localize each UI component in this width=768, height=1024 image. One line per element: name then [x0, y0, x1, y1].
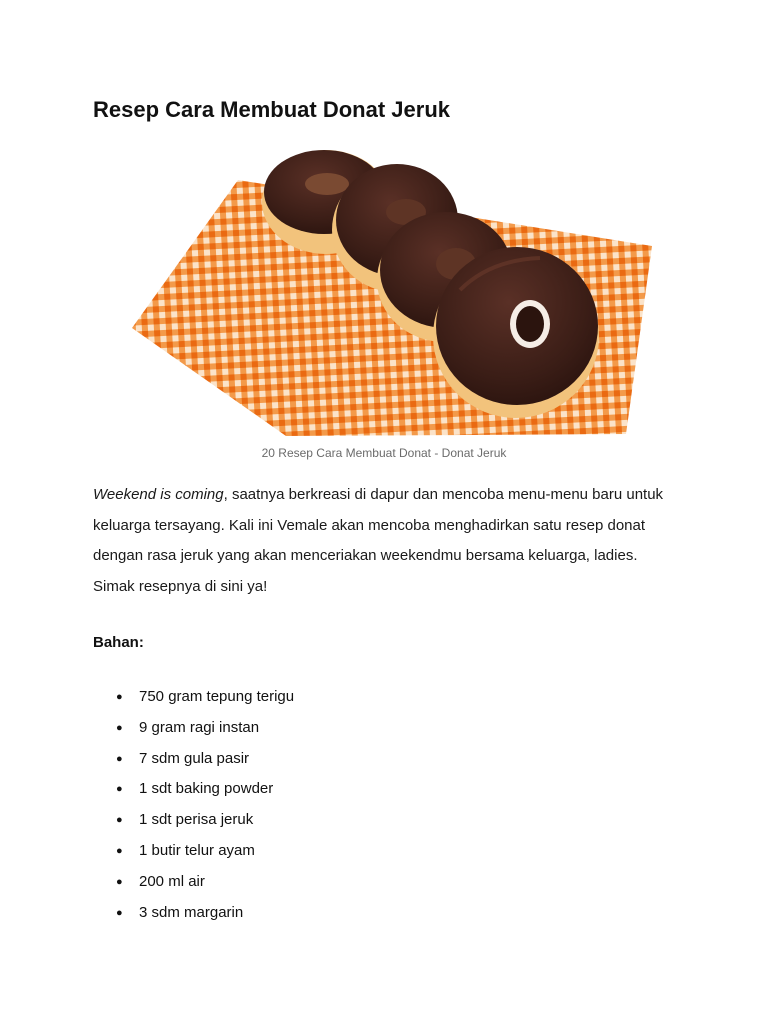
ingredient-item [93, 836, 294, 867]
ingredient-item [93, 774, 294, 805]
ingredient-text: 750 gram tepung terigu [139, 688, 295, 705]
ingredient-item [93, 867, 294, 898]
ingredient-item [93, 682, 294, 713]
ingredient-text: 1 sdt baking powder [139, 780, 274, 798]
bullet-icon: ● [116, 721, 123, 734]
ingredient-item [93, 805, 294, 836]
bullet-icon: ● [116, 783, 123, 796]
bullet-icon: ● [116, 844, 123, 857]
ingredient-text: 3 sdm margarin [139, 903, 244, 921]
bullet-icon: ● [116, 752, 123, 765]
donut-photo [120, 140, 660, 440]
ingredient-item [93, 713, 294, 744]
ingredient-text: 9 gram ragi instan [139, 718, 260, 736]
bullet-icon: ● [116, 814, 123, 827]
article-title: Resep Cara Membuat Donat Jeruk [93, 97, 450, 122]
intro-paragraph [93, 480, 683, 603]
bullet-icon: ● [116, 691, 123, 703]
ingredient-text: 1 sdt perisa jeruk [139, 811, 254, 829]
ingredient-text: 1 butir telur ayam [139, 841, 255, 859]
ingredient-text: 7 sdm gula pasir [139, 749, 250, 767]
ingredient-item [93, 898, 294, 929]
bullet-icon: ● [116, 906, 123, 919]
donut-4 [433, 247, 599, 418]
ingredients-list [93, 682, 294, 928]
bullet-icon: ● [116, 875, 123, 888]
intro-emphasis: Weekend is coming [93, 486, 224, 503]
ingredient-text: 200 ml air [139, 872, 205, 890]
ingredient-item [93, 744, 294, 775]
intro-text: , saatnya berkreasi di dapur dan mencoba menu-menu baru untuk keluarga tersayang. Kali ini Vemale akan mencoba menghadirkan satu resep donat dengan rasa jeruk yang akan menceriakan weekendmu bersama keluarga, ladies. Simak resepnya di sini ya! [93, 486, 664, 596]
ingredients-heading: Bahan: [93, 634, 144, 651]
image-caption: 20 Resep Cara Membuat Donat - Donat Jeruk [261, 446, 507, 460]
